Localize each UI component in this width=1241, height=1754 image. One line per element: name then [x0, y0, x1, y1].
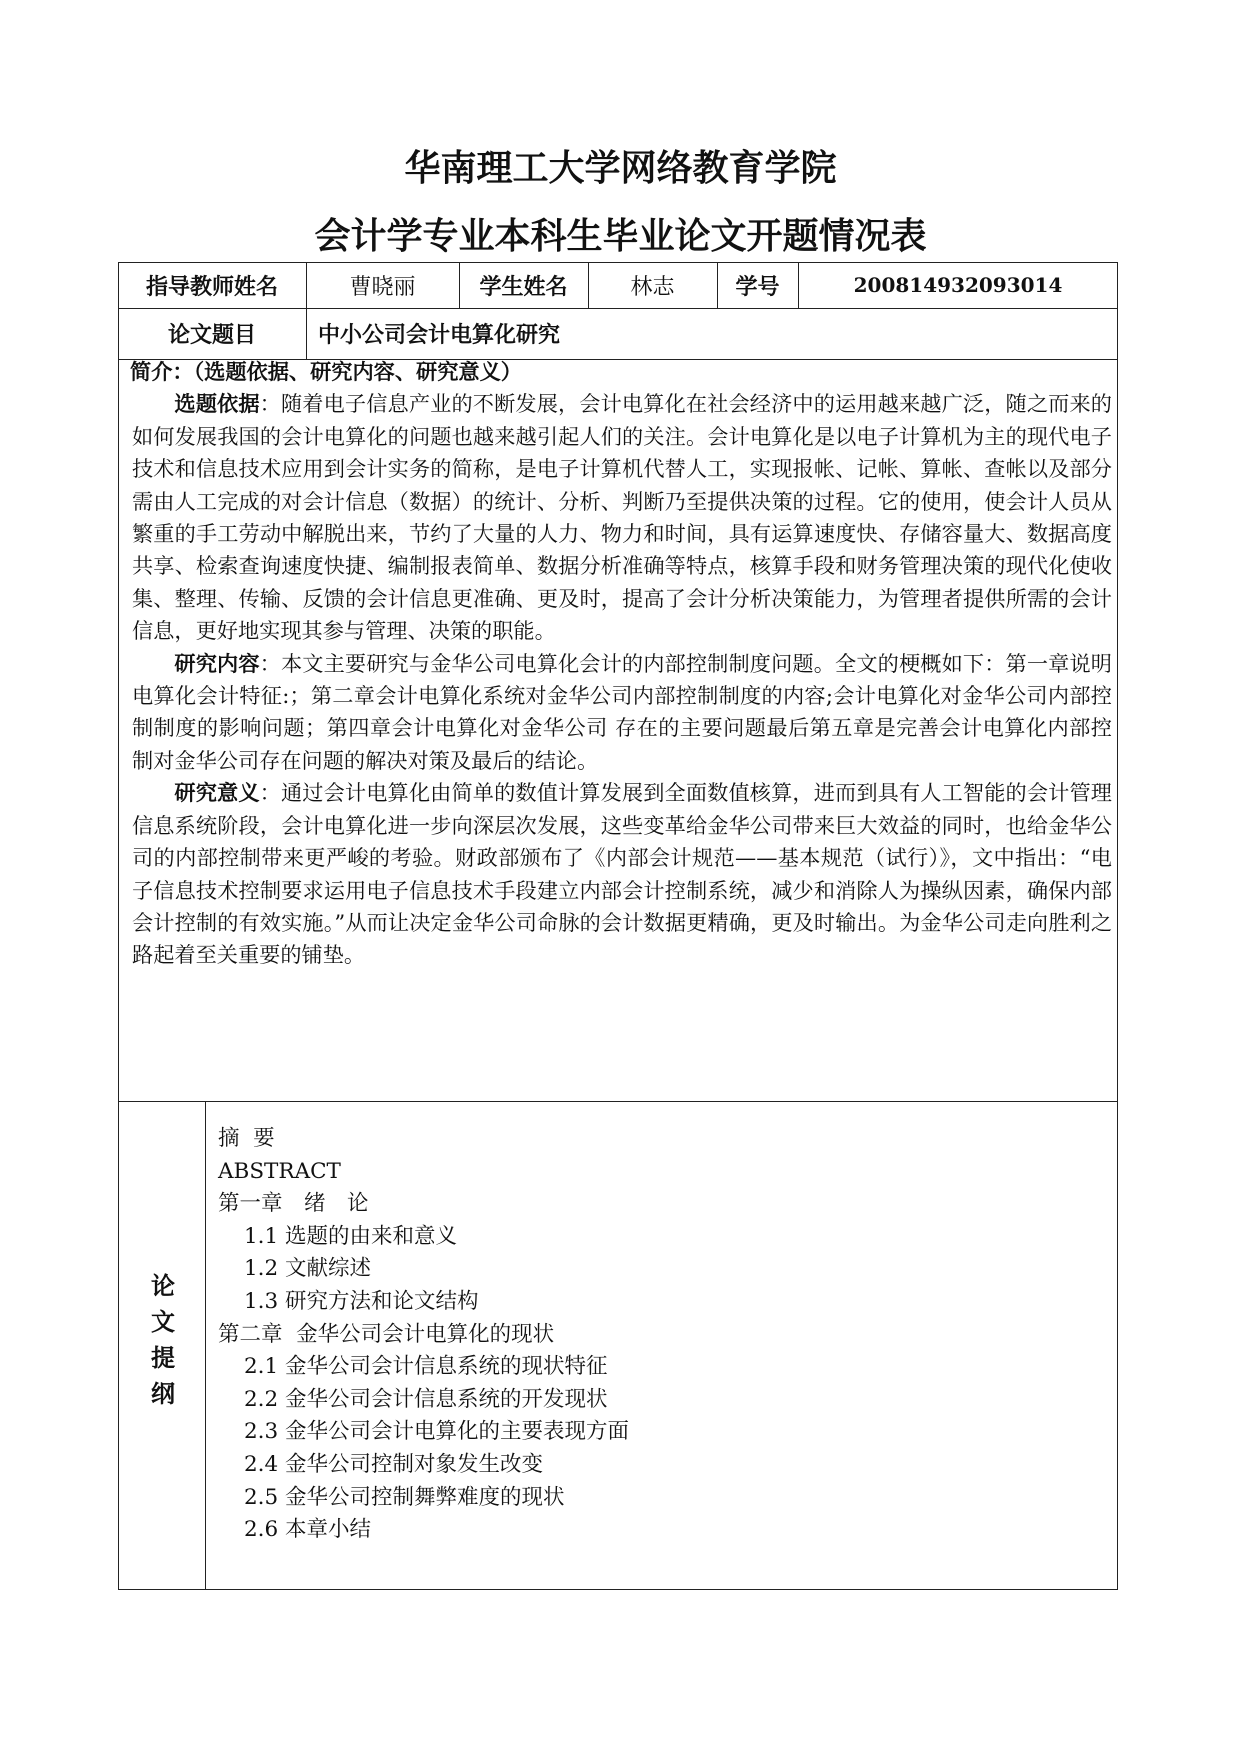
advisor-name: 曹晓丽 — [349, 274, 416, 300]
basis-text: ：随着电子信息产业的不断发展，会计电算化在社会经济中的运用越来越广泛，随之而来的如何发展我国的会计电算化的问题也越来越引起人们的关注。会计电算化是以电子计算机为主的现代电子技术和信息技术应用到会计实务的简称，是电子计算机代替人工，实现报帐、记帐、算帐、查帐以及部分需由人工完成的对会计信息（数据）的统计、分析、判断乃至提供决策的过程。它的使用，使会计人员从繁重的手工劳动中解脱出来，节约了大量的人力、物力和时间，具有运算速度快、存储容量大、数据高度共享、检索查询速度快捷、编制报表简单、数据分析准确等特点，核算手段和财务管理决策的现代化使收集、整理、传输、反馈的会计信息更准确、更及时，提高了会计分析决策能力，为管理者提供所需的会计信息，更好地实现其参与管理、决策的职能。 — [132, 391, 1112, 644]
outline-item: 1.2 文献综述 — [244, 1256, 372, 1282]
meaning-paragraph — [132, 777, 1112, 971]
student-id-value: 200814932093014 — [853, 273, 1063, 297]
outline-item: 第二章 金华公司会计电算化的现状 — [218, 1321, 555, 1347]
student-name: 林志 — [630, 274, 675, 300]
intro-heading: 简介：（选题依据、研究内容、研究意义） — [130, 359, 522, 384]
meaning-text: ：通过会计电算化由简单的数值计算发展到全面数值核算，进而到具有人工智能的会计管理信息系统阶段，会计电算化进一步向深层次发展，这些变革给金华公司带来巨大效益的同时，也给金华公司的内部控制带来更严峻的考验。财政部颁布了《内部会计规范——基本规范（试行）》，文中指出：“电子信息技术控制要求运用电子信息技术手段建立内部会计控制系统，减少和消除人为操纵因素，确保内部会计控制的有效实施。”从而让决定金华公司命脉的会计数据更精确，更及时输出。为金华公司走向胜利之路起着至关重要的铺垫。 — [132, 780, 1112, 968]
outline-list — [218, 1123, 629, 1547]
school-title: 华南理工大学网络教育学院 — [404, 148, 837, 189]
col-divider — [306, 308, 307, 359]
outline-item: 1.3 研究方法和论文结构 — [244, 1288, 479, 1314]
basis-label: 选题依据 — [174, 391, 260, 417]
content-text: ：本文主要研究与金华公司电算化会计的内部控制制度问题。全文的梗概如下：第一章说明电算化会计特征:；第二章会计电算化系统对金华公司内部控制制度的内容;会计电算化对金华公司内部控制制度的影响问题；第四章会计电算化对金华公司 存在的主要问题最后第五章是完善会计电算化内部控制对金华公司存在问题的解决对策及最后的结论。 — [132, 650, 1112, 773]
topic-label: 论文题目 — [167, 323, 256, 348]
outline-label-char: 纲 — [151, 1380, 175, 1408]
outline-item: 1.1 选题的由来和意义 — [244, 1223, 458, 1249]
outline-item: 2.4 金华公司控制对象发生改变 — [244, 1451, 544, 1477]
content-label: 研究内容 — [174, 650, 260, 676]
outline-label-char: 提 — [151, 1344, 175, 1372]
outline-item: 2.6 本章小结 — [244, 1517, 372, 1543]
form-title: 会计学专业本科生毕业论文开题情况表 — [314, 216, 927, 257]
outline-label — [118, 1268, 208, 1412]
outline-label-char: 论 — [151, 1272, 175, 1300]
content-paragraph — [132, 648, 1112, 778]
outline-item: 摘 要 — [218, 1126, 275, 1151]
meaning-label: 研究意义 — [174, 780, 260, 806]
outline-item: 2.2 金华公司会计信息系统的开发现状 — [244, 1386, 608, 1412]
outline-item: ABSTRACT — [218, 1158, 341, 1184]
topic-value: 中小公司会计电算化研究 — [318, 323, 561, 348]
outline-label-char: 文 — [151, 1308, 175, 1336]
intro-section — [132, 356, 1112, 972]
student-id-label: 学号 — [735, 274, 780, 300]
basis-paragraph — [132, 388, 1112, 647]
advisor-label: 指导教师姓名 — [145, 274, 278, 300]
row-divider — [118, 1101, 1118, 1102]
student-label: 学生姓名 — [479, 274, 568, 300]
outline-item: 2.1 金华公司会计信息系统的现状特征 — [244, 1354, 608, 1380]
outline-item: 2.3 金华公司会计电算化的主要表现方面 — [244, 1419, 630, 1445]
outline-item: 第一章 绪 论 — [218, 1191, 369, 1217]
outline-item: 2.5 金华公司控制舞弊难度的现状 — [244, 1484, 565, 1510]
